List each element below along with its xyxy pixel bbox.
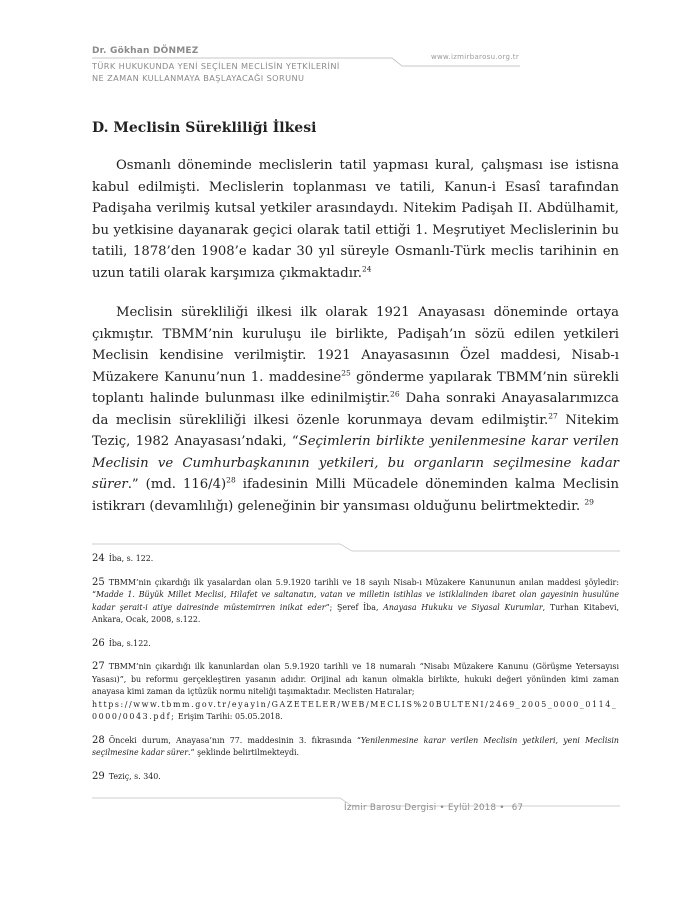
body-paragraph-1 (92, 155, 619, 284)
footnote-text: TBMM’nin çıkardığı ilk kanunlardan olan 5.9.1920 tarihli ve 18 numaralı “Nisabı Müzakere Kanunu (Görüşme Yetersayısı Yasası)”, bu reformu gerçekleştiren yasanın adıdır. Orijinal adı kanun olmakla birlikte, hukuki değeri yönünden kimi zaman anayasa kimi zaman da içtüzük normu niteliği taşımaktadır. Meclisten Hatıralar; (92, 662, 619, 696)
paragraph2-text-1: Meclisin sürekliliği ilkesi ilk olarak 1921 Anayasası döneminde ortaya çıkmıştır. TBMM’nin kuruluşu ile birlikte, Padişah’ın sözü edilen yetkileri Meclisin kendisine verilmiştir. 1921 Anayasasının Özel maddesi, Nisab-ı Müzakere Kanunu’nun 1. maddesine (92, 305, 619, 385)
section-title: D. Meclisin Sürekliliği İlkesi (92, 120, 317, 136)
header-author (92, 46, 198, 56)
footnote-quote: Madde 1. Büyük Millet Meclisi, Hilafet ve saltanatın, vatan ve milletin istihlas ve istiklalinden ibaret olan gayesinin husulüne kadar şerait-i atiye dairesinde müstemirren inikat eder (92, 590, 619, 612)
footnote-number: 27 (92, 661, 105, 672)
footnote-url-link[interactable]: https://www.tbmm.gov.tr/eyayin/GAZETELER/WEB/MECLIS%20BULTENI/2469_2005_0000_0114_0000/0043.pdf; (92, 699, 618, 721)
footnote-number: 26 (92, 637, 105, 649)
header-title-line2: NE ZAMAN KULLANMAYA BAŞLAYACAĞI SORUNU (92, 72, 305, 83)
footnote-number: 25 (92, 576, 105, 588)
paragraph2-text-6: ifadesinin Milli Mücadele döneminden kalma Meclisin istikrarı (devamlılığı) geleneğinin bir yansıması olduğunu belirtmektedir. (92, 477, 619, 514)
body-paragraph-2 (92, 302, 619, 517)
footnote-ref-25[interactable]: 25 (341, 368, 351, 378)
footnote-27 (92, 661, 619, 724)
footnote-rule-line (92, 544, 620, 551)
footnote-number: 29 (92, 770, 105, 782)
footnote-number: 28 (92, 734, 105, 746)
paragraph2-text-2: gönderme yapılarak TBMM’nin sürekli toplantı halinde bulunması ilke edinilmiştir. (92, 369, 619, 406)
footnote-text: .” şeklinde belirtilmekteydi. (188, 748, 300, 757)
paragraph2-text-5: .” (md. 116/4) (127, 477, 227, 492)
constitution-quote: Seçimlerin birlikte yenilenmesine karar verilen Meclisin ve Cumhurbaşkanının yetkileri, bu organların seçilmesine kadar sürer (92, 434, 619, 492)
footnote-text: ”; Şeref İba, (325, 602, 384, 612)
page-footer (344, 803, 523, 813)
footnote-24 (92, 553, 619, 566)
footnote-text: , Turhan Kitabevi, Ankara, Ocak, 2008, s.122. (92, 602, 619, 624)
footnote-28 (92, 735, 619, 760)
book-title: Anayasa Hukuku ve Siyasal Kurumlar (383, 602, 543, 612)
footnote-ref-24[interactable]: 24 (361, 264, 372, 274)
footnote-text: İba, s.122. (108, 638, 151, 648)
footnote-text: Önceki durum, Anayasa’nın 77. maddesinin 3. fıkrasında “ (108, 735, 361, 745)
footer-separator: • (439, 803, 445, 813)
footnote-text: Teziç, s. 340. (108, 771, 161, 781)
footnote-ref-29[interactable]: 29 (584, 497, 594, 507)
footnote-25 (92, 577, 619, 627)
author-prefix: Dr. Gökhan (92, 46, 153, 56)
footnote-text: TBMM’nin çıkardığı ilk yasalardan olan 5.9.1920 tarihli ve 18 sayılı Nisab-ı Müzakere Kanununun anılan maddesi şöyledir: “ (92, 577, 619, 599)
paragraph2-text-4: Nitekim Teziç, 1982 Anayasası’ndaki, “ (92, 412, 619, 449)
author-surname: DÖNMEZ (152, 46, 199, 56)
header-article-title (92, 61, 392, 84)
page-number: 67 (511, 803, 524, 813)
footnote-text: İba, s. 122. (108, 554, 154, 563)
paragraph1-text: Osmanlı döneminde meclislerin tatil yapması kural, çalışması ise istisna kabul edilmişti. Meclislerin toplanması ve tatili, Kanun-i Esasî tarafından Padişaha verilmiş kutsal yetkiler arasındaydı. Nitekim Padişah II. Abdülhamit, bu yetkisine dayanarak geçici olarak tatil ettiği 1. Meşrutiyet Meclislerinin bu tatili, 1878’den 1908’e kadar 30 yıl süreyle Osmanlı-Türk meclis tarihinin en uzun tatili olarak karşımıza çıkmaktadır. (92, 158, 619, 281)
footnotes (92, 553, 619, 794)
journal-name: İzmir Barosu Dergisi (344, 803, 437, 813)
footnote-26 (92, 638, 619, 651)
footnote-ref-26[interactable]: 26 (390, 389, 400, 399)
issue-date: Eylül 2018 (447, 803, 497, 813)
footnote-ref-28[interactable]: 28 (226, 475, 236, 485)
footer-separator: • (499, 803, 505, 813)
footnote-number: 24 (92, 553, 105, 564)
footnote-quote: Yenilenmesine karar verilen Meclisin yetkileri, yeni Meclisin seçilmesine kadar sürer (92, 735, 619, 757)
footnote-text: Erişim Tarihi: 05.05.2018. (175, 712, 283, 721)
header-url[interactable]: www.izmirbarosu.org.tr (431, 53, 519, 61)
footnote-ref-27[interactable]: 27 (548, 411, 558, 421)
header-title-line1: TÜRK HUKUKUNDA YENİ SEÇİLEN MECLİSİN YETKİLERİNİ (92, 61, 340, 71)
footnote-29 (92, 771, 619, 784)
paragraph2-text-3: Daha sonraki Anayasalarımızca da meclisin sürekliliği ilkesi özenle korunmaya devam edilmiştir. (92, 391, 619, 428)
